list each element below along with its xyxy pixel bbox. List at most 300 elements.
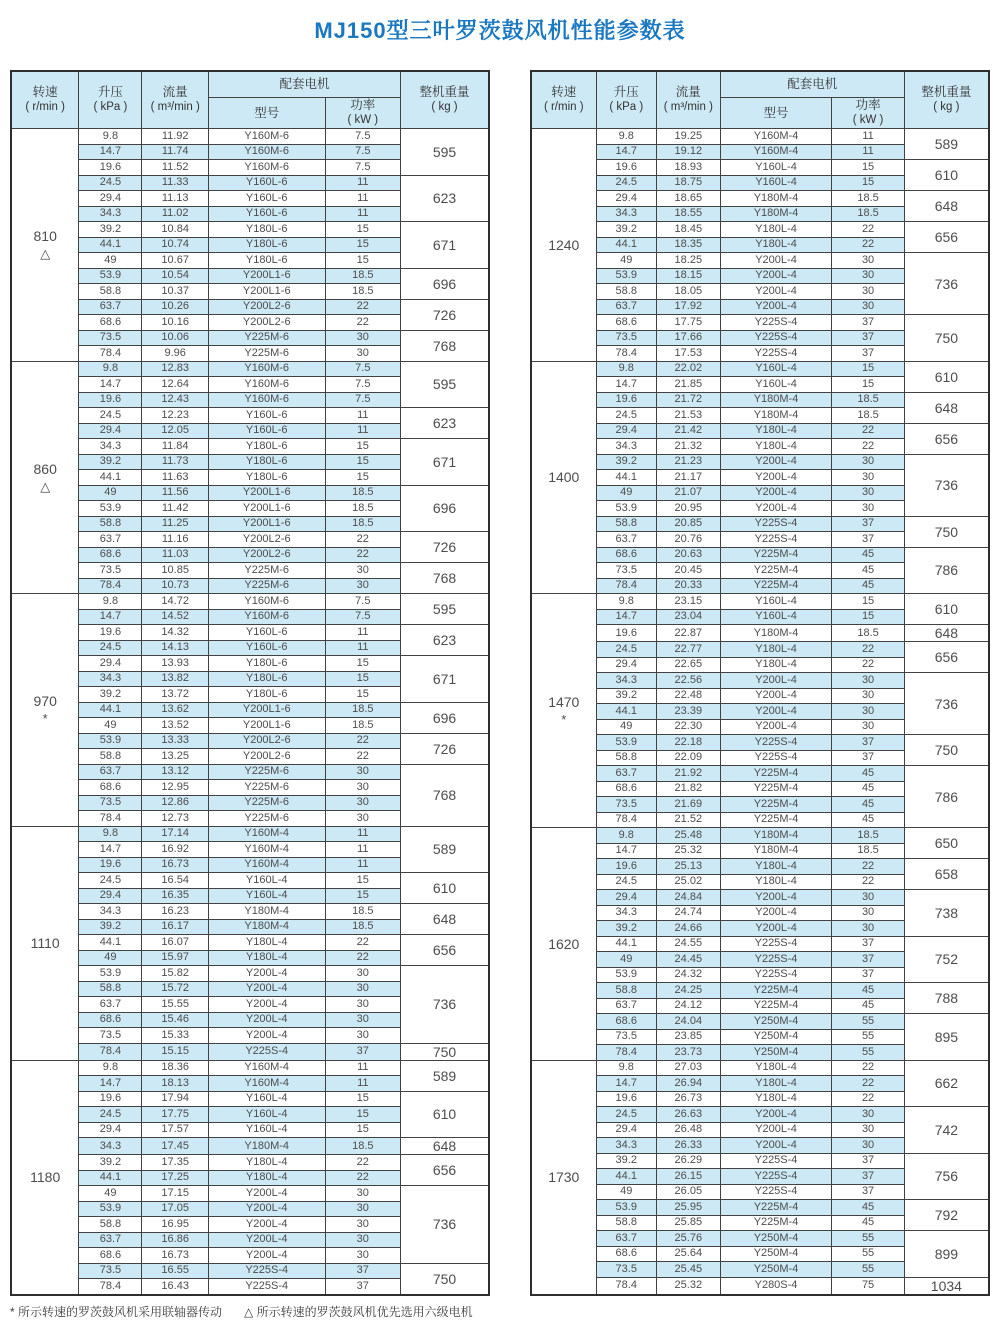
flow-cell: 25.32 — [656, 1277, 720, 1295]
power-cell: 7.5 — [325, 377, 401, 393]
pressure-cell: 44.1 — [79, 237, 142, 253]
pressure-cell: 53.9 — [596, 268, 656, 284]
flow-cell: 25.45 — [656, 1262, 720, 1278]
flow-cell: 17.94 — [142, 1091, 208, 1107]
speed-value: 1180 — [30, 1169, 61, 1185]
speed-mark: * — [42, 711, 48, 727]
flow-cell: 16.54 — [142, 873, 208, 889]
power-cell: 15 — [325, 470, 401, 486]
pressure-cell: 24.5 — [79, 640, 142, 656]
speed-cell — [531, 1060, 596, 1295]
header-unit-text: ( m³/min ) — [150, 101, 200, 113]
power-cell: 30 — [832, 719, 904, 735]
flow-cell: 26.15 — [656, 1169, 720, 1185]
flow-cell: 24.84 — [656, 890, 720, 906]
pressure-cell: 53.9 — [79, 1201, 142, 1217]
model-cell: Y225S-4 — [720, 516, 832, 532]
power-cell: 22 — [325, 547, 401, 563]
pressure-cell: 39.2 — [79, 919, 142, 935]
pressure-cell: 63.7 — [596, 998, 656, 1014]
power-cell: 15 — [325, 253, 401, 269]
header-unit-text: ( r/min ) — [25, 101, 65, 113]
power-cell: 22 — [832, 859, 904, 875]
header-speed — [531, 71, 596, 129]
pressure-cell: 68.6 — [596, 1014, 656, 1030]
speed-cell — [11, 129, 79, 362]
power-cell: 15 — [325, 656, 401, 672]
power-cell: 55 — [832, 1262, 904, 1278]
flow-cell: 10.85 — [142, 563, 208, 579]
pressure-cell: 19.6 — [596, 625, 656, 642]
speed-mark: △ — [40, 478, 51, 494]
flow-cell: 19.25 — [656, 129, 720, 145]
power-cell: 45 — [832, 1200, 904, 1216]
header-motor — [208, 71, 400, 98]
pressure-cell: 78.4 — [79, 346, 142, 362]
flow-cell: 24.45 — [656, 952, 720, 968]
pressure-cell: 9.8 — [596, 1060, 656, 1076]
model-cell: Y180L-4 — [720, 1091, 832, 1107]
table-row — [11, 764, 489, 780]
header-label-text: 升压 — [97, 85, 123, 99]
table-row — [531, 1277, 989, 1295]
power-cell: 7.5 — [325, 160, 401, 176]
pressure-cell: 63.7 — [79, 299, 142, 315]
header-model — [208, 98, 325, 129]
model-cell: Y180M-4 — [208, 919, 325, 935]
power-cell: 30 — [325, 330, 401, 346]
pressure-cell: 29.4 — [79, 888, 142, 904]
model-cell: Y225M-6 — [208, 330, 325, 346]
pressure-cell: 14.7 — [596, 144, 656, 160]
power-cell: 11 — [325, 408, 401, 424]
power-cell: 30 — [832, 485, 904, 501]
model-cell: Y225S-4 — [720, 330, 832, 346]
power-cell: 30 — [325, 997, 401, 1013]
flow-cell: 11.02 — [142, 206, 208, 222]
flow-cell: 25.48 — [656, 828, 720, 844]
power-cell: 22 — [832, 1091, 904, 1107]
model-cell: Y225M-4 — [720, 983, 832, 999]
model-cell: Y200L-4 — [208, 1028, 325, 1044]
power-cell: 37 — [832, 346, 904, 362]
flow-cell: 15.82 — [142, 966, 208, 982]
power-cell: 18.5 — [832, 191, 904, 207]
model-cell: Y180M-4 — [208, 1138, 325, 1155]
power-cell: 30 — [832, 688, 904, 704]
power-cell: 22 — [832, 222, 904, 238]
pressure-cell: 9.8 — [596, 594, 656, 610]
power-cell: 18.5 — [325, 268, 401, 284]
table-row — [531, 890, 989, 906]
flow-cell: 19.12 — [656, 144, 720, 160]
model-cell: Y225M-4 — [720, 578, 832, 594]
flow-cell: 21.32 — [656, 439, 720, 455]
model-cell: Y200L-4 — [720, 719, 832, 735]
flow-cell: 10.37 — [142, 284, 208, 300]
model-cell: Y180L-4 — [208, 950, 325, 966]
flow-cell: 12.23 — [142, 408, 208, 424]
pressure-cell: 78.4 — [79, 1279, 142, 1295]
table-row — [11, 966, 489, 982]
pressure-cell: 34.3 — [79, 671, 142, 687]
power-cell: 18.5 — [832, 206, 904, 222]
model-cell: Y200L2-6 — [208, 532, 325, 548]
flow-cell: 11.16 — [142, 532, 208, 548]
power-cell: 18.5 — [325, 718, 401, 734]
flow-cell: 23.85 — [656, 1029, 720, 1045]
pressure-cell: 49 — [79, 485, 142, 501]
flow-cell: 11.25 — [142, 516, 208, 532]
flow-cell: 10.67 — [142, 253, 208, 269]
flow-cell: 13.93 — [142, 656, 208, 672]
pressure-cell: 58.8 — [79, 749, 142, 765]
flow-cell: 21.42 — [656, 423, 720, 439]
power-cell: 15 — [325, 222, 401, 238]
table-row — [11, 532, 489, 548]
pressure-cell: 19.6 — [79, 160, 142, 176]
weight-cell: 786 — [904, 547, 989, 594]
weight-cell: 696 — [401, 268, 489, 299]
model-cell: Y200L-4 — [208, 981, 325, 997]
pressure-cell: 73.5 — [596, 563, 656, 579]
model-cell: Y160M-4 — [208, 1076, 325, 1092]
power-cell: 22 — [325, 733, 401, 749]
speed-value: 860 — [33, 460, 57, 477]
table-row — [11, 1060, 489, 1076]
power-cell: 55 — [832, 1045, 904, 1061]
model-cell: Y200L1-6 — [208, 501, 325, 517]
model-cell: Y180L-6 — [208, 439, 325, 455]
weight-cell: 648 — [401, 1138, 489, 1155]
flow-cell: 16.92 — [142, 842, 208, 858]
pressure-cell: 39.2 — [79, 687, 142, 703]
pressure-cell: 29.4 — [596, 423, 656, 439]
power-cell: 30 — [832, 501, 904, 517]
pressure-cell: 63.7 — [79, 997, 142, 1013]
pressure-cell: 29.4 — [596, 657, 656, 673]
header-unit-text: ( kW ) — [347, 114, 379, 126]
header-unit-text: ( kPa ) — [609, 101, 644, 113]
power-cell: 55 — [832, 1231, 904, 1247]
speed-value: 810 — [33, 228, 57, 245]
model-cell: Y180L-6 — [208, 253, 325, 269]
power-cell: 22 — [832, 642, 904, 658]
flow-cell: 21.23 — [656, 454, 720, 470]
flow-cell: 12.86 — [142, 795, 208, 811]
power-cell: 15 — [325, 454, 401, 470]
flow-cell: 22.48 — [656, 688, 720, 704]
pressure-cell: 9.8 — [79, 129, 142, 145]
table-row — [531, 1200, 989, 1216]
flow-cell: 20.45 — [656, 563, 720, 579]
pressure-cell: 73.5 — [79, 1263, 142, 1279]
flow-cell: 14.52 — [142, 609, 208, 625]
flow-cell: 23.04 — [656, 609, 720, 625]
pressure-cell: 63.7 — [596, 532, 656, 548]
power-cell: 30 — [325, 1201, 401, 1217]
pressure-cell: 19.6 — [79, 1091, 142, 1107]
flow-cell: 17.57 — [142, 1122, 208, 1138]
pressure-cell: 44.1 — [596, 936, 656, 952]
model-cell: Y180L-6 — [208, 237, 325, 253]
flow-cell: 11.42 — [142, 501, 208, 517]
power-cell: 30 — [832, 1122, 904, 1138]
flow-cell: 24.55 — [656, 936, 720, 952]
flow-cell: 18.35 — [656, 237, 720, 253]
table-row — [531, 1231, 989, 1247]
power-cell: 30 — [325, 780, 401, 796]
power-cell: 22 — [832, 1060, 904, 1076]
power-cell: 30 — [832, 454, 904, 470]
table-row — [531, 766, 989, 782]
pressure-cell: 49 — [79, 718, 142, 734]
power-cell: 30 — [325, 795, 401, 811]
weight-cell: 648 — [904, 392, 989, 423]
pressure-cell: 29.4 — [79, 423, 142, 439]
power-cell: 55 — [832, 1246, 904, 1262]
model-cell: Y180L-4 — [720, 1076, 832, 1092]
power-cell: 30 — [832, 284, 904, 300]
model-cell: Y200L-4 — [208, 1186, 325, 1202]
flow-cell: 22.56 — [656, 673, 720, 689]
flow-cell: 17.15 — [142, 1186, 208, 1202]
table-row — [11, 299, 489, 315]
model-cell: Y225S-4 — [720, 346, 832, 362]
speed-value: 1730 — [548, 1169, 580, 1185]
pressure-cell: 34.3 — [79, 1138, 142, 1155]
model-cell: Y180L-4 — [720, 859, 832, 875]
model-cell: Y200L-4 — [720, 673, 832, 689]
pressure-cell: 53.9 — [79, 966, 142, 982]
power-cell: 11 — [325, 206, 401, 222]
header-weight — [904, 71, 989, 129]
header-pressure — [79, 71, 142, 129]
power-cell: 45 — [832, 578, 904, 594]
table-row — [531, 392, 989, 408]
power-cell: 30 — [832, 268, 904, 284]
table-row — [11, 1263, 489, 1279]
table-row — [531, 642, 989, 658]
flow-cell: 12.43 — [142, 392, 208, 408]
power-cell: 30 — [325, 1248, 401, 1264]
power-cell: 37 — [832, 735, 904, 751]
flow-cell: 18.15 — [656, 268, 720, 284]
flow-cell: 16.73 — [142, 1248, 208, 1264]
model-cell: Y200L-4 — [208, 1201, 325, 1217]
table-row — [11, 1186, 489, 1202]
power-cell: 30 — [832, 299, 904, 315]
weight-cell: 895 — [904, 1014, 989, 1061]
flow-cell: 21.07 — [656, 485, 720, 501]
model-cell: Y225M-4 — [720, 1200, 832, 1216]
pressure-cell: 73.5 — [596, 1262, 656, 1278]
power-cell: 7.5 — [325, 594, 401, 610]
power-cell: 45 — [832, 998, 904, 1014]
model-cell: Y160L-4 — [720, 377, 832, 393]
speed-cell — [11, 361, 79, 594]
model-cell: Y250M-4 — [720, 1045, 832, 1061]
weight-cell: 750 — [904, 735, 989, 766]
pressure-cell: 68.6 — [596, 315, 656, 331]
weight-cell: 610 — [904, 361, 989, 392]
pressure-cell: 58.8 — [596, 1215, 656, 1231]
table-body — [11, 129, 489, 1295]
flow-cell: 11.33 — [142, 175, 208, 191]
power-cell: 7.5 — [325, 129, 401, 145]
model-cell: Y200L-4 — [720, 704, 832, 720]
model-cell: Y160L-4 — [208, 873, 325, 889]
weight-cell: 726 — [401, 532, 489, 563]
flow-cell: 22.87 — [656, 625, 720, 642]
weight-cell: 648 — [904, 625, 989, 642]
speed-value: 1620 — [548, 935, 580, 952]
weight-cell: 623 — [401, 175, 489, 222]
power-cell: 18.5 — [325, 702, 401, 718]
flow-cell: 25.32 — [656, 843, 720, 859]
weight-cell: 736 — [401, 966, 489, 1044]
pressure-cell: 34.3 — [596, 206, 656, 222]
pressure-cell: 68.6 — [596, 781, 656, 797]
table-row — [531, 735, 989, 751]
model-cell: Y180M-4 — [720, 843, 832, 859]
table-row — [11, 702, 489, 718]
flow-cell: 26.63 — [656, 1107, 720, 1123]
model-cell: Y180L-6 — [208, 656, 325, 672]
pressure-cell: 68.6 — [79, 1248, 142, 1264]
pressure-cell: 73.5 — [79, 330, 142, 346]
weight-cell: 656 — [401, 935, 489, 966]
power-cell: 11 — [325, 191, 401, 207]
model-cell: Y180L-4 — [720, 439, 832, 455]
flow-cell: 13.33 — [142, 733, 208, 749]
weight-cell: 756 — [904, 1153, 989, 1200]
pressure-cell: 34.3 — [79, 904, 142, 920]
flow-cell: 26.94 — [656, 1076, 720, 1092]
pressure-cell: 44.1 — [596, 237, 656, 253]
pressure-cell: 39.2 — [79, 222, 142, 238]
header-label-text: 配套电机 — [279, 77, 330, 91]
speed-mark: * — [561, 712, 567, 727]
header-model — [720, 98, 832, 129]
model-cell: Y200L1-6 — [208, 268, 325, 284]
flow-cell: 16.07 — [142, 935, 208, 951]
model-cell: Y160M-6 — [208, 160, 325, 176]
pressure-cell: 73.5 — [596, 797, 656, 813]
model-cell: Y225S-4 — [720, 750, 832, 766]
power-cell: 30 — [832, 905, 904, 921]
flow-cell: 17.05 — [142, 1201, 208, 1217]
power-cell: 15 — [325, 1122, 401, 1138]
model-cell: Y225M-6 — [208, 811, 325, 827]
power-cell: 45 — [832, 766, 904, 782]
pressure-cell: 34.3 — [596, 1138, 656, 1154]
power-cell: 30 — [832, 1107, 904, 1123]
flow-cell: 24.74 — [656, 905, 720, 921]
table-row — [11, 904, 489, 920]
flow-cell: 17.53 — [656, 346, 720, 362]
spec-table-right — [530, 70, 990, 1296]
page-title: MJ150型三叶罗茨鼓风机性能参数表 — [314, 18, 686, 43]
power-cell: 45 — [832, 983, 904, 999]
header-power — [325, 98, 401, 129]
model-cell: Y160M-6 — [208, 144, 325, 160]
table-row — [11, 826, 489, 842]
pressure-cell: 53.9 — [79, 268, 142, 284]
model-cell: Y200L-4 — [208, 1248, 325, 1264]
model-cell: Y160L-6 — [208, 423, 325, 439]
power-cell: 15 — [832, 160, 904, 176]
power-cell: 45 — [832, 1215, 904, 1231]
power-cell: 15 — [832, 361, 904, 377]
header-unit-text: ( kg ) — [933, 101, 960, 113]
table-row — [531, 315, 989, 331]
pressure-cell: 39.2 — [596, 454, 656, 470]
power-cell: 55 — [832, 1029, 904, 1045]
table-row — [11, 594, 489, 610]
footnote-six-pole-motor-note: △ 所示转速的罗茨鼓风机优先选用六级电机 — [244, 1304, 473, 1319]
power-cell: 37 — [832, 967, 904, 983]
power-cell: 11 — [325, 175, 401, 191]
pressure-cell: 39.2 — [596, 1153, 656, 1169]
power-cell: 37 — [832, 330, 904, 346]
power-cell: 37 — [832, 1169, 904, 1185]
pressure-cell: 14.7 — [79, 609, 142, 625]
model-cell: Y200L-4 — [720, 253, 832, 269]
model-cell: Y225M-6 — [208, 795, 325, 811]
pressure-cell: 24.5 — [79, 408, 142, 424]
flow-cell: 15.46 — [142, 1012, 208, 1028]
model-cell: Y225S-4 — [720, 1153, 832, 1169]
flow-cell: 17.92 — [656, 299, 720, 315]
flow-cell: 10.84 — [142, 222, 208, 238]
pressure-cell: 78.4 — [79, 578, 142, 594]
power-cell: 15 — [832, 594, 904, 610]
power-cell: 30 — [325, 981, 401, 997]
flow-cell: 18.65 — [656, 191, 720, 207]
flow-cell: 26.29 — [656, 1153, 720, 1169]
flow-cell: 13.12 — [142, 764, 208, 780]
pressure-cell: 24.5 — [596, 175, 656, 191]
power-cell: 37 — [832, 516, 904, 532]
table-row — [531, 253, 989, 269]
flow-cell: 22.18 — [656, 735, 720, 751]
weight-cell: 648 — [401, 904, 489, 935]
pressure-cell: 73.5 — [596, 1029, 656, 1045]
header-label-text: 升压 — [613, 85, 639, 99]
speed-cell — [11, 1060, 79, 1295]
flow-cell: 26.48 — [656, 1122, 720, 1138]
pressure-cell: 29.4 — [79, 1122, 142, 1138]
model-cell: Y160M-4 — [208, 1060, 325, 1076]
pressure-cell: 44.1 — [596, 470, 656, 486]
weight-cell: 595 — [401, 129, 489, 176]
power-cell: 30 — [832, 470, 904, 486]
power-cell: 22 — [325, 1170, 401, 1186]
flow-cell: 10.73 — [142, 578, 208, 594]
power-cell: 37 — [832, 1184, 904, 1200]
model-cell: Y225S-4 — [720, 735, 832, 751]
power-cell: 37 — [325, 1263, 401, 1279]
model-cell: Y225M-6 — [208, 764, 325, 780]
weight-cell: 768 — [401, 330, 489, 361]
flow-cell: 27.03 — [656, 1060, 720, 1076]
model-cell: Y200L-4 — [720, 268, 832, 284]
power-cell: 30 — [325, 578, 401, 594]
power-cell: 30 — [832, 1138, 904, 1154]
power-cell: 30 — [325, 1028, 401, 1044]
pressure-cell: 68.6 — [596, 547, 656, 563]
